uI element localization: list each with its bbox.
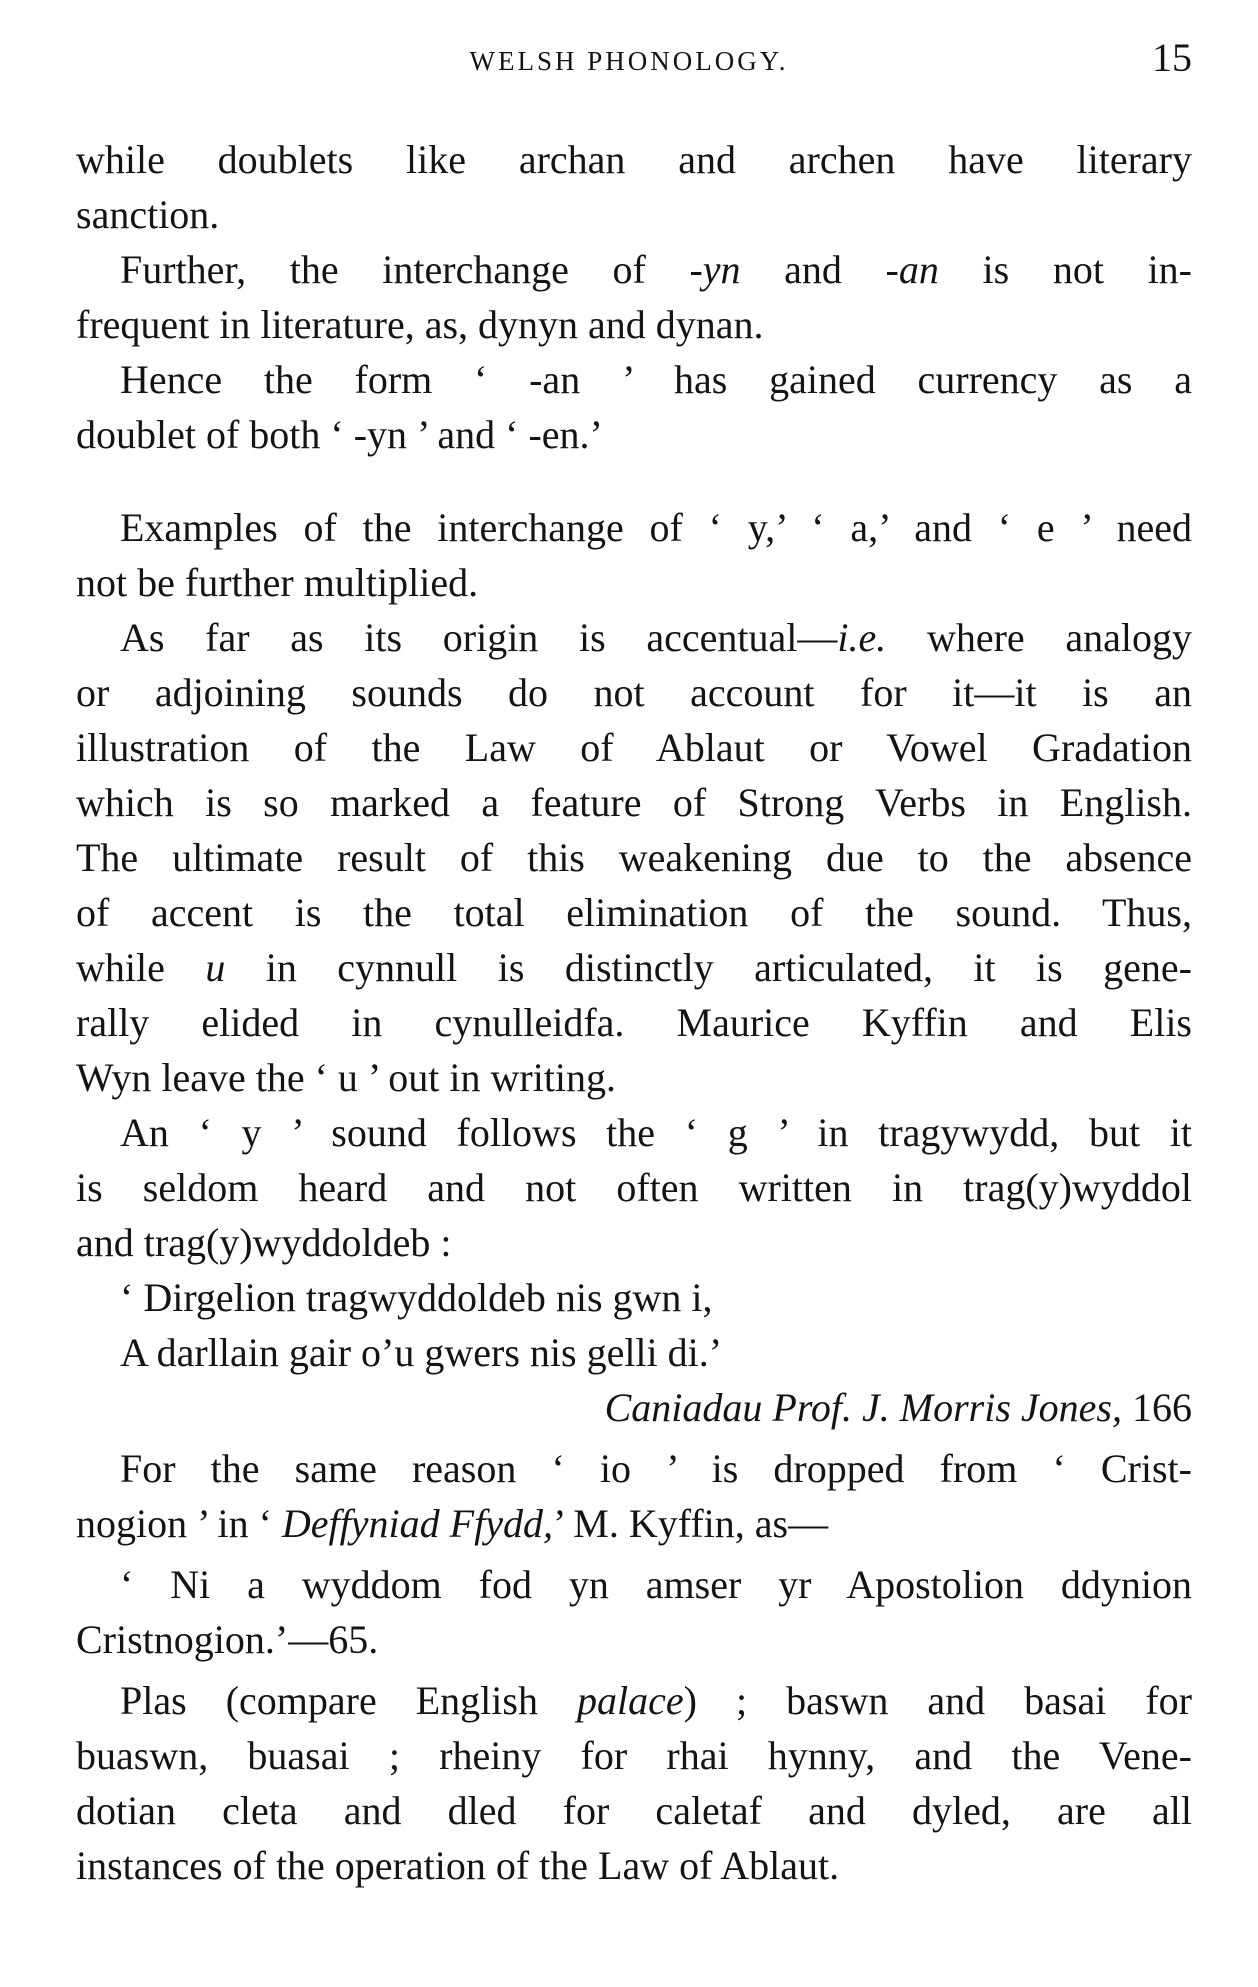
- text-line: Hence the form ‘ -an ’ has gained currency as a: [120, 357, 1192, 402]
- page-number: 15: [1152, 35, 1192, 80]
- quote-attribution: Caniadau Prof. J. Morris Jones, 166: [604, 1385, 1192, 1430]
- text-line: Cristnogion.’—65.: [76, 1617, 379, 1662]
- text-line: sanction.: [76, 192, 220, 237]
- text-line: The ultimate result of this weakening due to the absence: [76, 835, 1192, 880]
- text-line: For the same reason ‘ io ’ is dropped from ‘ Crist-: [120, 1446, 1192, 1491]
- text-line: A darllain gair o’u gwers nis gelli di.’: [120, 1330, 723, 1375]
- text-line: frequent in literature, as, dynyn and dynan.: [76, 302, 764, 347]
- text-line: Plas (compare English palace) ; baswn and basai for: [120, 1678, 1192, 1723]
- text-line: while doublets like archan and archen have literary: [76, 137, 1192, 182]
- text-line: or adjoining sounds do not account for it—it is an: [76, 670, 1192, 715]
- text-line: ‘ Ni a wyddom fod yn amser yr Apostolion ddynion: [120, 1562, 1192, 1607]
- text-line: rally elided in cynulleidfa. Maurice Kyffin and Elis: [76, 1000, 1192, 1045]
- text-line: illustration of the Law of Ablaut or Vowel Gradation: [76, 725, 1192, 770]
- text-line: doublet of both ‘ -yn ’ and ‘ -en.’: [76, 412, 603, 457]
- text-line: not be further multiplied.: [76, 560, 479, 605]
- text-line: instances of the operation of the Law of Ablaut.: [76, 1843, 840, 1888]
- text-line: As far as its origin is accentual—i.e. where analogy: [120, 615, 1192, 660]
- text-line: Further, the interchange of -yn and -an is not in-: [120, 247, 1192, 292]
- paragraph-gap: [76, 462, 1192, 500]
- text-line: and trag(y)wyddoldeb :: [76, 1220, 452, 1265]
- running-head: WELSH PHONOLOGY.: [469, 46, 789, 76]
- text-line: buaswn, buasai ; rheiny for rhai hynny, and the Vene-: [76, 1733, 1192, 1778]
- text-line: which is so marked a feature of Strong Verbs in English.: [76, 780, 1192, 825]
- text-line: nogion ’ in ‘ Deffyniad Ffydd,’ M. Kyffin, as—: [76, 1501, 829, 1546]
- text-line: An ‘ y ’ sound follows the ‘ g ’ in tragywydd, but it: [120, 1110, 1192, 1155]
- text-line: Examples of the interchange of ‘ y,’ ‘ a,’ and ‘ e ’ need: [120, 505, 1192, 550]
- text-line: while u in cynnull is distinctly articulated, it is gene-: [76, 945, 1192, 990]
- page-header: [0, 34, 1258, 94]
- text-line: of accent is the total elimination of the sound. Thus,: [76, 890, 1192, 935]
- text-line: ‘ Dirgelion tragwyddoldeb nis gwn i,: [120, 1275, 713, 1320]
- text-line: Wyn leave the ‘ u ’ out in writing.: [76, 1055, 617, 1100]
- text-line: is seldom heard and not often written in trag(y)wyddol: [76, 1165, 1192, 1210]
- text-line: dotian cleta and dled for caletaf and dyled, are all: [76, 1788, 1192, 1833]
- body-text: [76, 132, 1192, 1893]
